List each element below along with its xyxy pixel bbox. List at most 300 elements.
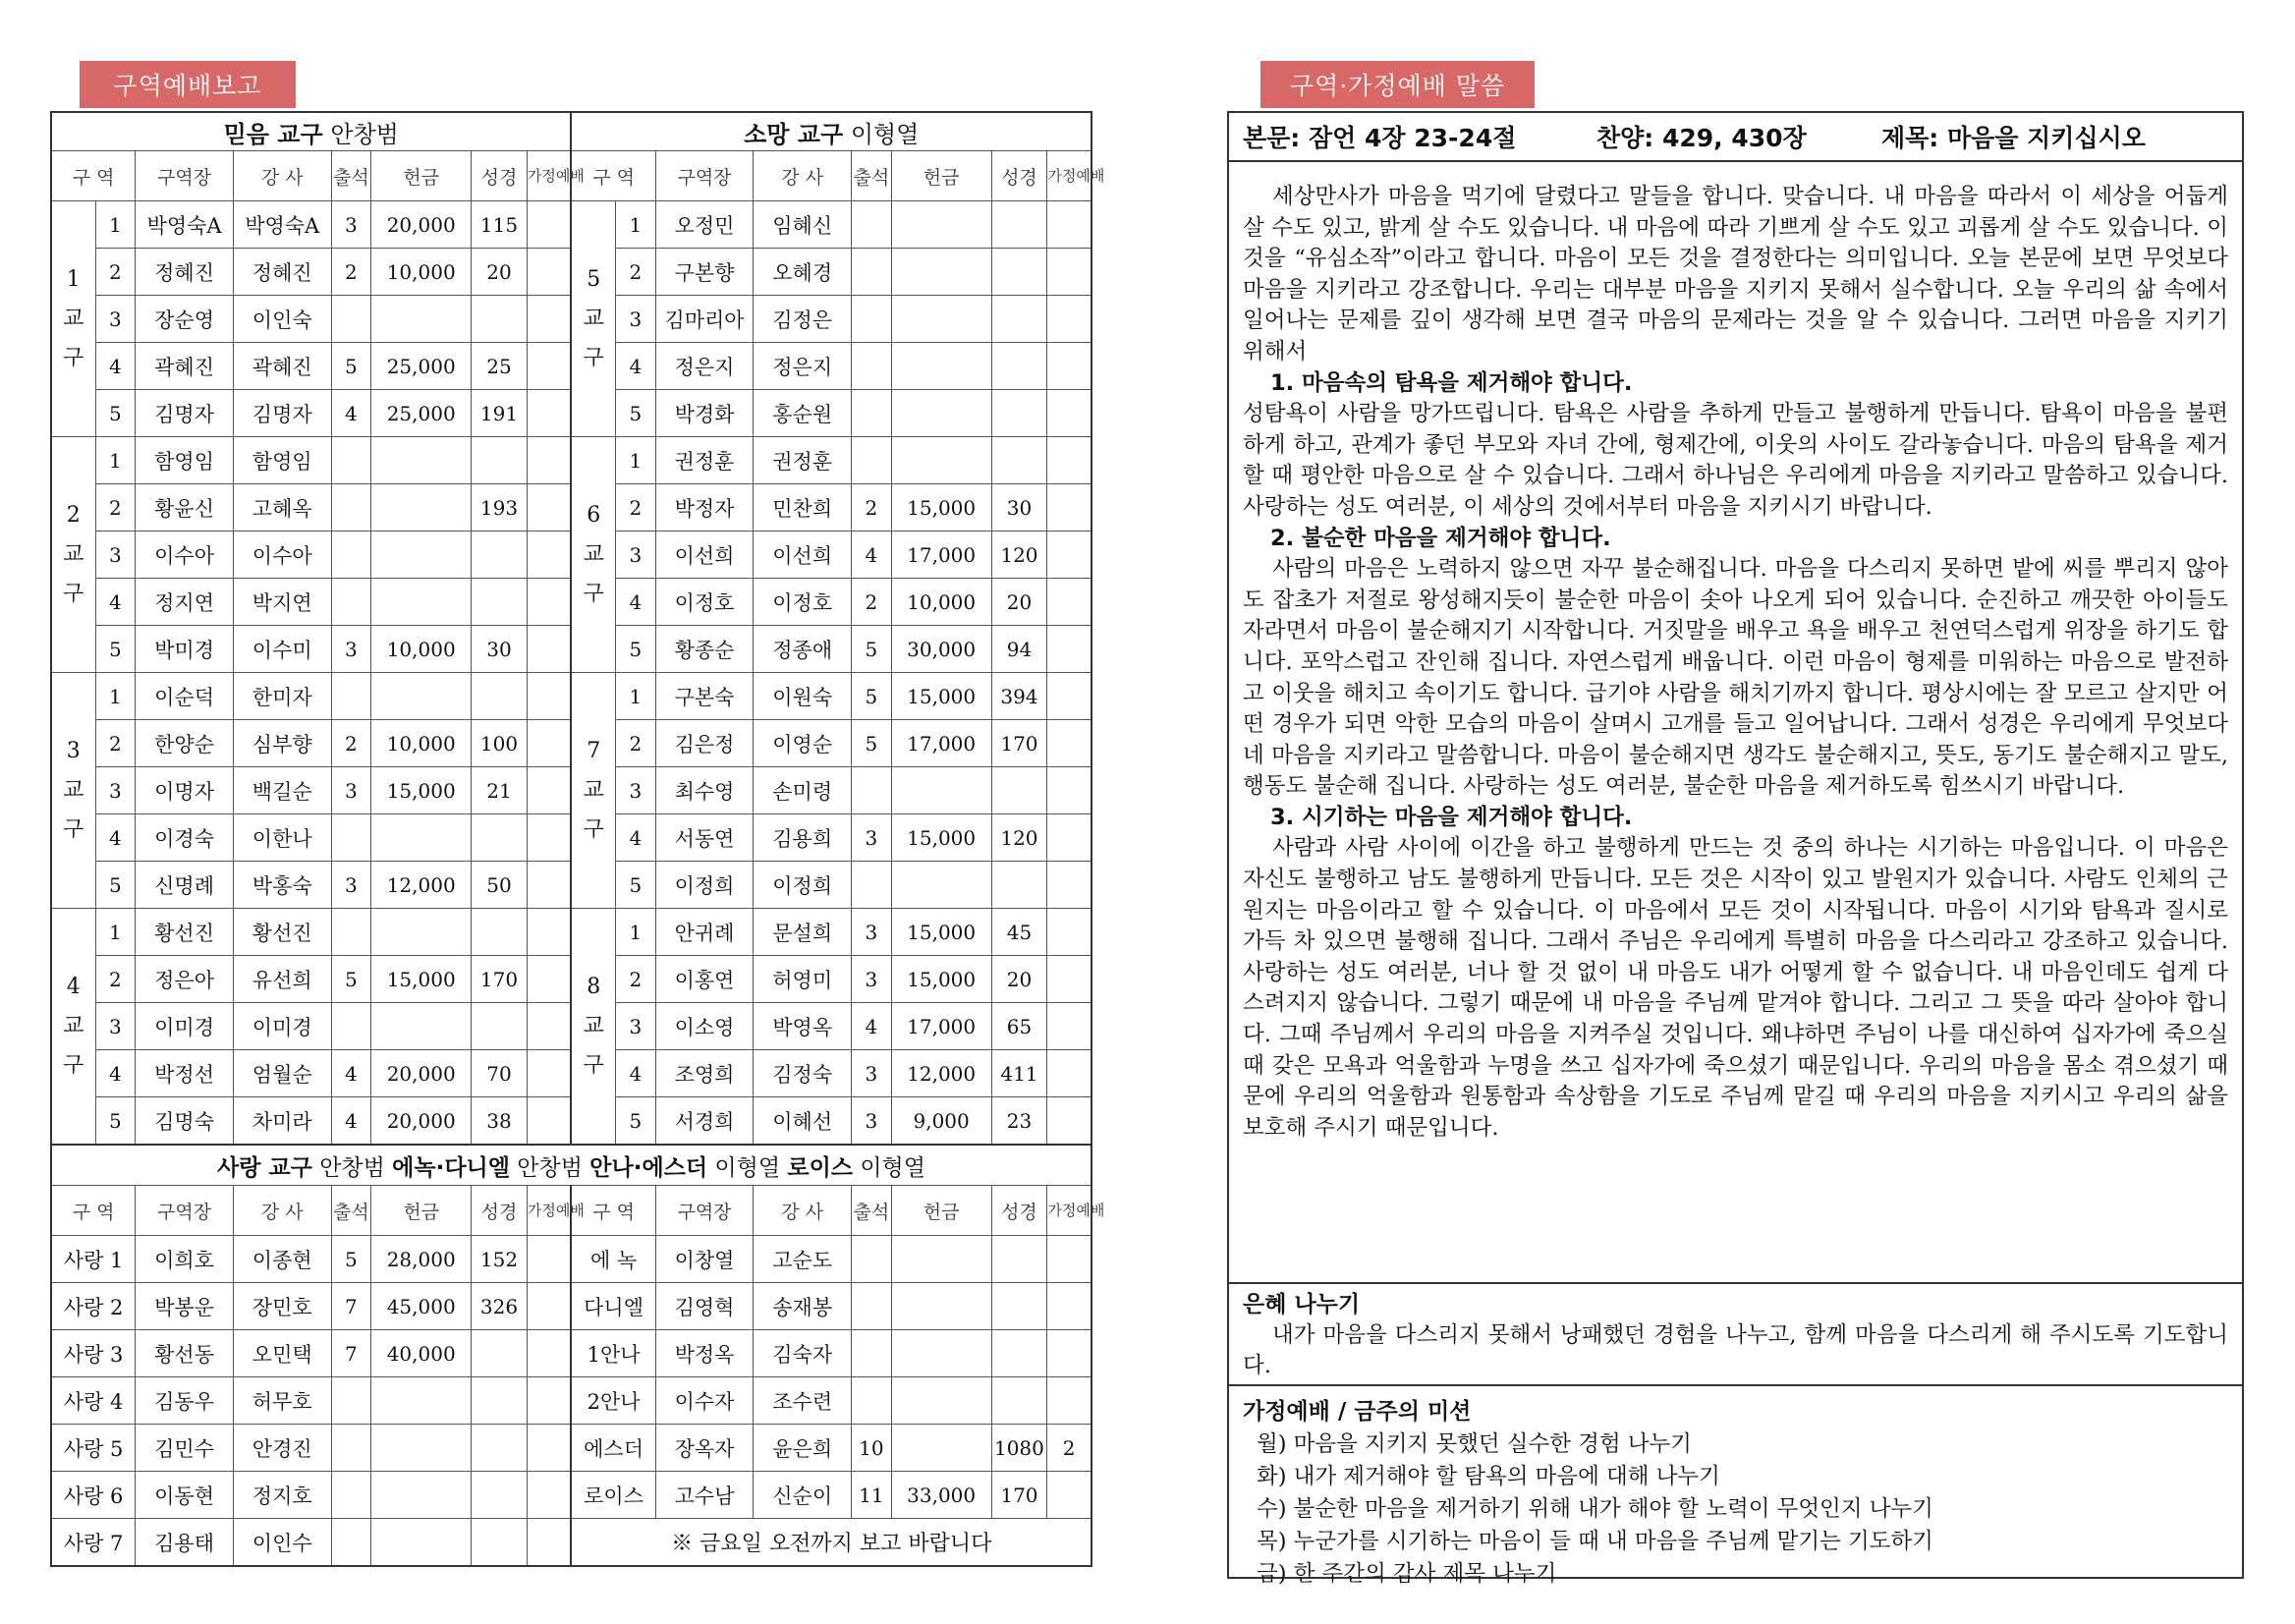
table-cell [331, 1425, 371, 1472]
report-deadline-note: ※ 금요일 오전까지 보고 바랍니다 [571, 1519, 1092, 1567]
table-cell: 20 [991, 956, 1047, 1003]
table-cell: 이경숙 [136, 814, 234, 862]
table-cell [472, 532, 528, 579]
table-cell: 15,000 [891, 814, 991, 862]
table-cell [527, 579, 571, 626]
table-cell [852, 1283, 892, 1330]
column-header: 가정예배 [527, 151, 571, 201]
group-label [571, 437, 615, 673]
column-header: 성경 [991, 1186, 1047, 1236]
table-cell: 이미경 [233, 1003, 331, 1050]
table-cell [891, 1425, 991, 1472]
table-cell: 허영미 [754, 956, 852, 1003]
love-district-title-row [51, 1145, 1092, 1186]
table-cell: 10 [852, 1425, 892, 1472]
table-cell: 15,000 [371, 956, 472, 1003]
love-part-leader: 안창범 [517, 1154, 583, 1181]
table-cell [527, 532, 571, 579]
table-cell: 황종순 [655, 626, 754, 673]
table-cell: 5 [852, 673, 892, 720]
table-cell [991, 767, 1047, 814]
table-cell: 10,000 [891, 579, 991, 626]
table-cell [852, 437, 892, 484]
table-cell: 정은지 [754, 343, 852, 390]
table-cell [527, 720, 571, 767]
table-cell: 2 [331, 249, 371, 296]
table-cell: 김민수 [136, 1425, 234, 1472]
table-cell [527, 1003, 571, 1050]
column-header: 출석 [331, 1186, 371, 1236]
table-cell: 신명례 [136, 862, 234, 909]
weekly-mission-list [1243, 1428, 2228, 1591]
table-cell: 3 [615, 767, 655, 814]
table-cell [1047, 767, 1092, 814]
table-cell [1047, 343, 1092, 390]
column-header-row [51, 151, 1092, 201]
column-header: 헌금 [891, 151, 991, 201]
table-cell: 1 [95, 201, 136, 249]
table-cell [991, 390, 1047, 437]
table-cell [371, 673, 472, 720]
table-cell: 4 [615, 579, 655, 626]
hope-district-leader: 이형열 [850, 120, 920, 148]
table-cell [1047, 1377, 1092, 1425]
table-cell [1047, 1097, 1092, 1146]
table-cell [527, 1472, 571, 1519]
table-cell: 4 [331, 390, 371, 437]
table-cell [852, 343, 892, 390]
love-district-title [51, 1145, 1092, 1186]
table-cell [371, 1003, 472, 1050]
table-cell [331, 296, 371, 343]
table-cell: 4 [95, 343, 136, 390]
group-label-text: 4교구 [63, 974, 84, 1078]
group-label-text: 3교구 [63, 738, 84, 842]
table-cell [371, 532, 472, 579]
table-cell [527, 296, 571, 343]
table-cell: 5 [615, 626, 655, 673]
table-cell: 오정민 [655, 201, 754, 249]
table-cell [1047, 1050, 1092, 1097]
table-cell [527, 1377, 571, 1425]
table-cell [1047, 626, 1092, 673]
table-cell [1047, 249, 1092, 296]
table-cell: 심부향 [233, 720, 331, 767]
table-cell: 1 [615, 673, 655, 720]
table-cell [891, 1377, 991, 1425]
love-part-name: 로이스 [787, 1154, 854, 1181]
table-cell: 3 [852, 814, 892, 862]
table-cell: 4 [852, 532, 892, 579]
table-cell: 함영임 [136, 437, 234, 484]
table-cell [891, 296, 991, 343]
table-cell [852, 1330, 892, 1377]
table-cell: 정은아 [136, 956, 234, 1003]
table-cell: 안경진 [233, 1425, 331, 1472]
table-cell [331, 437, 371, 484]
table-cell: 4 [615, 343, 655, 390]
sermon-point-2: 2. 불순한 마음을 제거해야 합니다. [1270, 525, 1611, 551]
table-cell [527, 249, 571, 296]
table-cell: 에스더 [571, 1425, 655, 1472]
table-cell: 곽혜진 [233, 343, 331, 390]
table-cell: 구본숙 [655, 673, 754, 720]
table-cell: 박영숙A [233, 201, 331, 249]
table-cell: 4 [95, 579, 136, 626]
table-cell: 326 [472, 1283, 528, 1330]
love-part-name: 에녹·다니엘 [392, 1154, 510, 1181]
table-cell: 2 [95, 249, 136, 296]
table-row [51, 201, 1092, 249]
table-cell: 고순도 [754, 1236, 852, 1283]
table-cell: 50 [472, 862, 528, 909]
table-cell [1047, 720, 1092, 767]
sermon-paragraph-2: 사람의 마음은 노력하지 않으면 자꾸 불순해집니다. 마음을 다스리지 못하면 밭에 씨를 뿌리지 않아도 잡초가 저절로 왕성해지듯이 불순한 마음이 솟아 나오게 되어 있습니다. 순진하고 깨끗한 아이들도 자라면서 마음이 불순해지기 시작합니다. 거짓말을 배우고 욕을 배우고 천연덕스럽게 위장을 하기도 합니다. 포악스럽고 잔인해 집니다. 자연스럽게 배웁니다. 이런 마음이 형제를 미워하는 마음으로 발전하고 이웃을 해치고 속이기도 합니다. 급기야 사람을 해치기까지 합니다. 평상시에는 잘 모르고 살지만 어떤 경우가 되면 악한 모습의 마음이 살며시 고개를 들고 일어납니다. 그래서 성경은 우리에게 무엇보다 네 마음을 지키라고 말씀합니다. 마음이 불순해지면 생각도 불순해지고, 뜻도, 동기도 불순해지고 말도, 행동도 불순해 집니다. 사랑하는 성도 여러분, 불순한 마음을 제거하도록 힘쓰시기 바랍니다. [1243, 556, 2229, 800]
table-cell: 박경화 [655, 390, 754, 437]
table-cell: 170 [991, 1472, 1047, 1519]
table-cell: 94 [991, 626, 1047, 673]
table-cell: 2 [615, 249, 655, 296]
table-cell: 5 [331, 956, 371, 1003]
table-cell: 21 [472, 767, 528, 814]
column-header: 구역장 [655, 1186, 754, 1236]
sermon-paragraph-3: 사람과 사람 사이에 이간을 하고 불행하게 만드는 것 중의 하나는 시기하는 마음입니다. 이 마음은 자신도 불행하고 남도 불행하게 만듭니다. 모든 것은 시작이 있고 발원지가 있습니다. 사람도 인체의 근원지는 마음이라고 할 수 있습니다. 이 마음에서 모든 것이 시작됩니다. 마음이 시기와 탐욕과 질시로 가득 차 있으면 불행해 집니다. 그래서 주님은 우리에게 특별히 마음을 다스리라고 강조하고 있습니다. 사랑하는 성도 여러분, 너나 할 것 없이 내 마음도 내가 어떻게 할 수 없습니다. 내 마음인데도 쉽게 다스려지지 않습니다. 그렇기 때문에 내 마음을 주님께 맡겨야 합니다. 그리고 그 뜻을 따라 살아야 합니다. 그때 주님께서 우리의 마음을 지켜주실 것입니다. 왜냐하면 주님이 나를 대신하여 십자가에 죽으실 때 갖은 모욕과 억울함과 누명을 쓰고 십자가에 죽으셨기 때문입니다. 우리의 마음을 몸소 겪으셨기 때문에 우리의 억울함과 원통함과 속상함을 기도로 주님께 맡길 때 우리의 마음을 지키시고 우리의 삶을 보호해 주시기 때문입니다. [1243, 835, 2228, 1141]
table-cell [891, 1330, 991, 1377]
table-cell: 사랑 1 [51, 1236, 136, 1283]
table-cell: 박정자 [655, 484, 754, 532]
table-cell: 38 [472, 1097, 528, 1146]
table-cell [472, 579, 528, 626]
table-cell: 이선희 [754, 532, 852, 579]
table-cell [331, 909, 371, 956]
table-cell [472, 1377, 528, 1425]
table-cell [527, 437, 571, 484]
column-header: 강 사 [233, 151, 331, 201]
love-part-leader: 이형열 [860, 1154, 925, 1181]
group-label-text: 6교구 [583, 502, 604, 606]
table-cell: 유선희 [233, 956, 331, 1003]
table-cell: 김마리아 [655, 296, 754, 343]
table-cell: 20,000 [371, 1097, 472, 1146]
sermon-point-3: 3. 시기하는 마음을 제거해야 합니다. [1270, 804, 1633, 830]
table-cell [527, 1330, 571, 1377]
table-cell: 이동현 [136, 1472, 234, 1519]
table-cell: 정은지 [655, 343, 754, 390]
table-cell: 411 [991, 1050, 1047, 1097]
column-header: 성경 [472, 1186, 528, 1236]
table-cell [527, 201, 571, 249]
table-cell: 홍순원 [754, 390, 852, 437]
table-cell [991, 1377, 1047, 1425]
table-cell [527, 1425, 571, 1472]
table-cell: 17,000 [891, 1003, 991, 1050]
table-cell: 로이스 [571, 1472, 655, 1519]
table-cell [852, 1236, 892, 1283]
table-cell: 이수아 [233, 532, 331, 579]
table-cell [472, 1003, 528, 1050]
district-report-table [50, 111, 1105, 1567]
column-header: 출석 [331, 151, 371, 201]
table-cell [527, 1097, 571, 1146]
table-cell: 정혜진 [233, 249, 331, 296]
table-cell: 신순이 [754, 1472, 852, 1519]
table-cell: 20,000 [371, 201, 472, 249]
table-cell: 7 [331, 1283, 371, 1330]
table-row [51, 437, 1092, 484]
table-cell: 구본향 [655, 249, 754, 296]
table-cell [991, 249, 1047, 296]
table-cell [891, 249, 991, 296]
column-header: 구 역 [571, 151, 655, 201]
table-cell: 장순영 [136, 296, 234, 343]
table-cell: 2 [331, 720, 371, 767]
table-cell [527, 1236, 571, 1283]
table-cell [331, 532, 371, 579]
table-cell [371, 437, 472, 484]
table-cell [1047, 1003, 1092, 1050]
table-cell [527, 814, 571, 862]
table-cell [1047, 1330, 1092, 1377]
sermon-text-reference: 본문: 잠언 4장 23-24절 [1243, 124, 1517, 152]
table-cell [991, 1236, 1047, 1283]
column-header: 강 사 [754, 1186, 852, 1236]
table-cell: 193 [472, 484, 528, 532]
love-table-row [51, 1425, 1092, 1472]
table-cell [891, 1236, 991, 1283]
sermon-intro: 세상만사가 마음을 먹기에 달렸다고 말들을 합니다. 맞습니다. 내 마음을 따라서 이 세상을 어둡게 살 수도 있고, 밝게 살 수도 있습니다. 내 마음에 따라 기쁘게 살 수도 있고 괴롭게 살 수도 있습니다. 이것을 “유심소작”이라고 합니다. 마음이 모든 것을 결정한다는 의미입니다. 오늘 본문에 보면 무엇보다 마음을 지키라고 강조합니다. 우리는 대부분 마음을 지키지 못해서 실수합니다. 오늘 우리의 삶 속에서 일어나는 문제를 깊이 생각해 보면 결국 마음의 문제라는 것을 알 수 있습니다. 그러면 마음을 지키기 위해서 [1243, 184, 2228, 364]
table-cell: 사랑 5 [51, 1425, 136, 1472]
table-cell: 10,000 [371, 626, 472, 673]
table-cell: 15,000 [891, 484, 991, 532]
hope-district-name: 소망 교구 [744, 120, 844, 148]
table-cell [852, 296, 892, 343]
table-cell [371, 1519, 472, 1567]
sermon-panel [1227, 111, 2244, 1587]
table-cell: 이영순 [754, 720, 852, 767]
sermon-paragraph-1: 성탐욕이 사람을 망가뜨립니다. 탐욕은 사람을 추하게 만들고 불행하게 만듭니다. 탐욕이 마음을 불편하게 하고, 관계가 좋던 부모와 자녀 간에, 형제간에, 이웃의 사이도 갈라놓습니다. 마음의 탐욕을 제거할 때 평안한 마음으로 살 수 있습니다. 그래서 하나님은 우리에게 마음을 지키라고 말씀하고 있습니다. 사랑하는 성도 여러분, 이 세상의 것에서부터 마음을 지키시기 바랍니다. [1243, 401, 2228, 520]
table-cell: 1 [615, 201, 655, 249]
table-cell [1047, 579, 1092, 626]
table-cell: 30 [991, 484, 1047, 532]
table-cell: 3 [852, 956, 892, 1003]
table-cell: 3 [95, 1003, 136, 1050]
group-label-text: 1교구 [63, 266, 84, 370]
column-header: 성경 [472, 151, 528, 201]
table-cell [527, 343, 571, 390]
sermon-point-1: 1. 마음속의 탐욕을 제거해야 합니다. [1270, 369, 1633, 396]
table-cell [1047, 437, 1092, 484]
table-cell: 2 [852, 484, 892, 532]
table-cell [891, 390, 991, 437]
table-cell [852, 201, 892, 249]
table-cell: 이인수 [233, 1519, 331, 1567]
table-cell: 3 [852, 1050, 892, 1097]
table-cell: 문설희 [754, 909, 852, 956]
table-cell: 10,000 [371, 720, 472, 767]
table-cell: 3 [615, 1003, 655, 1050]
table-cell [991, 201, 1047, 249]
table-cell: 4 [95, 1050, 136, 1097]
table-cell: 정종애 [754, 626, 852, 673]
table-cell: 1안나 [571, 1330, 655, 1377]
table-cell [1047, 484, 1092, 532]
table-cell: 5 [95, 626, 136, 673]
table-cell [472, 814, 528, 862]
column-header: 구 역 [571, 1186, 655, 1236]
table-cell: 박정선 [136, 1050, 234, 1097]
table-cell: 15,000 [891, 909, 991, 956]
table-cell: 4 [95, 814, 136, 862]
column-header: 구역장 [655, 151, 754, 201]
table-cell: 황윤신 [136, 484, 234, 532]
table-cell: 2 [95, 484, 136, 532]
table-cell: 5 [615, 1097, 655, 1146]
love-table-row [51, 1519, 1092, 1567]
table-cell [852, 1377, 892, 1425]
table-cell: 11 [852, 1472, 892, 1519]
group-label [571, 909, 615, 1146]
group-label-text: 2교구 [63, 502, 84, 606]
table-cell: 차미라 [233, 1097, 331, 1146]
grace-sharing-title: 은혜 나누기 [1243, 1292, 1361, 1317]
table-cell: 이홍연 [655, 956, 754, 1003]
table-cell: 25 [472, 343, 528, 390]
love-table-row [51, 1236, 1092, 1283]
table-cell [472, 673, 528, 720]
table-cell [527, 1050, 571, 1097]
table-cell: 곽혜진 [136, 343, 234, 390]
table-cell: 함영임 [233, 437, 331, 484]
table-cell [371, 1377, 472, 1425]
table-cell: 고수남 [655, 1472, 754, 1519]
table-cell: 에 녹 [571, 1236, 655, 1283]
table-cell: 3 [852, 909, 892, 956]
table-cell: 3 [615, 296, 655, 343]
table-cell: 권정훈 [754, 437, 852, 484]
table-cell: 이원숙 [754, 673, 852, 720]
table-cell: 3 [331, 626, 371, 673]
table-cell: 이명자 [136, 767, 234, 814]
table-cell [991, 1283, 1047, 1330]
table-cell: 임혜신 [754, 201, 852, 249]
table-cell: 4 [331, 1050, 371, 1097]
table-cell [331, 484, 371, 532]
table-cell: 이정호 [754, 579, 852, 626]
table-cell: 9,000 [891, 1097, 991, 1146]
table-cell: 박홍숙 [233, 862, 331, 909]
table-cell: 5 [615, 390, 655, 437]
table-cell: 장민호 [233, 1283, 331, 1330]
table-cell: 백길순 [233, 767, 331, 814]
table-cell [371, 1472, 472, 1519]
table-cell [1047, 390, 1092, 437]
table-cell [527, 1519, 571, 1567]
district-report-table-wrapper [50, 111, 1105, 1567]
faith-district-name: 믿음 교구 [223, 120, 323, 148]
table-cell: 한미자 [233, 673, 331, 720]
table-cell: 김용태 [136, 1519, 234, 1567]
table-cell: 이인숙 [233, 296, 331, 343]
table-cell: 100 [472, 720, 528, 767]
table-cell [371, 1425, 472, 1472]
love-table-row [51, 1377, 1092, 1425]
table-cell: 박지연 [233, 579, 331, 626]
table-cell [371, 579, 472, 626]
table-cell: 2 [1047, 1425, 1092, 1472]
table-cell: 17,000 [891, 532, 991, 579]
table-cell: 권정훈 [655, 437, 754, 484]
table-cell: 12,000 [371, 862, 472, 909]
table-cell: 3 [331, 201, 371, 249]
table-cell [1047, 956, 1092, 1003]
mission-item: 월) 마음을 지키지 못했던 실수한 경험 나누기 [1257, 1431, 1692, 1457]
group-label [571, 673, 615, 909]
group-label [51, 909, 95, 1146]
table-cell: 황선진 [136, 909, 234, 956]
hope-district-title [571, 112, 1092, 151]
mission-item: 금) 한 주간의 감사 제목 나누기 [1257, 1561, 1557, 1587]
column-header: 구역장 [136, 1186, 234, 1236]
district-title-row [51, 112, 1092, 151]
table-cell: 안귀례 [655, 909, 754, 956]
table-cell: 황선진 [233, 909, 331, 956]
table-cell [472, 1472, 528, 1519]
table-cell: 이선희 [655, 532, 754, 579]
grace-sharing-section [1229, 1284, 2242, 1386]
table-cell: 23 [991, 1097, 1047, 1146]
table-cell: 박영옥 [754, 1003, 852, 1050]
table-cell: 최수영 [655, 767, 754, 814]
faith-district-title [51, 112, 571, 151]
table-cell: 2 [95, 720, 136, 767]
love-part-leader: 안창범 [319, 1154, 385, 1181]
table-cell: 3 [95, 532, 136, 579]
table-cell: 152 [472, 1236, 528, 1283]
table-cell [891, 201, 991, 249]
love-part-leader: 이형열 [714, 1154, 781, 1181]
table-cell [331, 1377, 371, 1425]
column-header: 출석 [852, 1186, 892, 1236]
table-cell: 2 [615, 956, 655, 1003]
table-cell: 민찬희 [754, 484, 852, 532]
table-cell: 1080 [991, 1425, 1047, 1472]
table-cell: 황선동 [136, 1330, 234, 1377]
table-cell: 손미령 [754, 767, 852, 814]
table-cell [891, 862, 991, 909]
table-cell [891, 343, 991, 390]
table-cell [1047, 1472, 1092, 1519]
table-cell: 서동연 [655, 814, 754, 862]
table-cell [472, 1519, 528, 1567]
table-cell: 정지연 [136, 579, 234, 626]
table-cell: 120 [991, 532, 1047, 579]
table-cell: 5 [331, 1236, 371, 1283]
table-cell: 17,000 [891, 720, 991, 767]
table-cell: 3 [331, 862, 371, 909]
table-cell: 이수자 [655, 1377, 754, 1425]
table-cell [852, 767, 892, 814]
love-part-name: 사랑 교구 [216, 1154, 312, 1181]
weekly-mission-section [1229, 1386, 2242, 1591]
table-cell: 이한나 [233, 814, 331, 862]
table-cell: 5 [852, 720, 892, 767]
table-cell: 이정희 [655, 862, 754, 909]
table-cell [1047, 532, 1092, 579]
table-cell: 5 [852, 626, 892, 673]
table-cell [331, 1519, 371, 1567]
table-cell: 사랑 2 [51, 1283, 136, 1330]
table-cell: 3 [852, 1097, 892, 1146]
